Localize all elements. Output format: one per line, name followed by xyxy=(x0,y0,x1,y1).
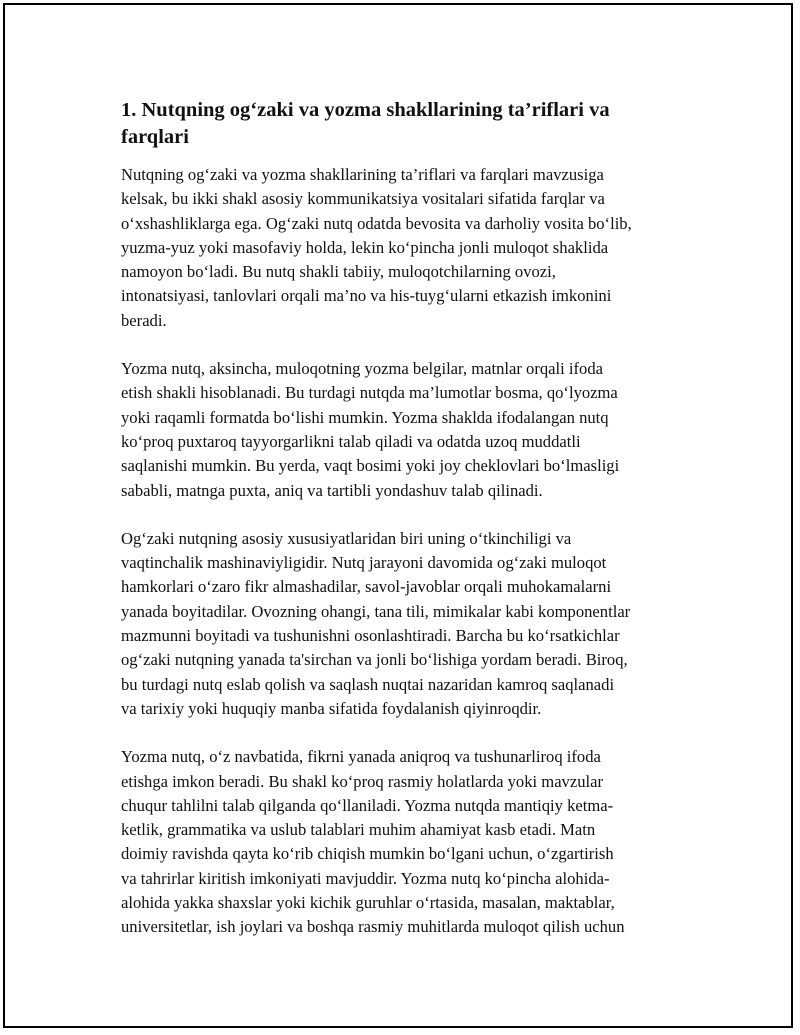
text-line: Yozma nutq, o‘z navbatida, fikrni yanada aniqroq va tushunarliroq ifoda xyxy=(121,747,601,767)
text-line: yanada boyitadilar. Ovozning ohangi, tana tili, mimikalar kabi komponentlar xyxy=(121,601,631,621)
paragraph xyxy=(121,745,681,939)
text-line: mazmunni boyitadi va tushunishni osonlashtiradi. Barcha bu ko‘rsatkichlar xyxy=(121,626,620,646)
text-line: ketlik, grammatika va uslub talablari muhim ahamiyat kasb etadi. Matn xyxy=(121,820,596,840)
text-line: kelsak, bu ikki shakl asosiy kommunikatsiya vositalari sifatida farqlar va xyxy=(121,189,605,209)
text-line: yoki raqamli formatda bo‘lishi mumkin. Yozma shaklda ifodalangan nutq xyxy=(121,407,609,427)
text-line: etish shakli hisoblanadi. Bu turdagi nutqda ma’lumotlar bosma, qo‘lyozma xyxy=(121,383,618,403)
paragraph-list xyxy=(121,163,691,940)
document-page xyxy=(3,3,793,1028)
text-line: va tahrirlar kiritish imkoniyati mavjuddir. Yozma nutq ko‘pincha alohida- xyxy=(121,868,610,888)
text-line: og‘zaki nutqning yanada ta'sirchan va jonli bo‘lishiga yordam beradi. Biroq, xyxy=(121,650,628,670)
text-line: ko‘proq puxtaroq tayyorgarlikni talab qiladi va odatda uzoq muddatli xyxy=(121,431,581,451)
text-line: intonatsiyasi, tanlovlari orqali ma’no va his-tuyg‘ularni etkazish imkonini xyxy=(121,286,612,306)
text-line: hamkorlari o‘zaro fikr almashadilar, savol-javoblar orqali muhokamalarni xyxy=(121,577,612,597)
paragraph xyxy=(121,163,681,333)
text-line: saqlanishi mumkin. Bu yerda, vaqt bosimi yoki joy cheklovlari bo‘lmasligi xyxy=(121,456,620,476)
text-line: sababli, matnga puxta, aniq va tartibli yondashuv talab qilinadi. xyxy=(121,480,543,500)
text-line: vaqtinchalik mashinaviyligidir. Nutq jarayoni davomida og‘zaki muloqot xyxy=(121,553,607,573)
text-line: etishga imkon beradi. Bu shakl ko‘proq rasmiy holatlarda yoki mavzular xyxy=(121,771,604,791)
text-line: universitetlar, ish joylari va boshqa rasmiy muhitlarda muloqot qilish uchun xyxy=(121,917,625,937)
paragraph xyxy=(121,357,681,503)
text-line: doimiy ravishda qayta ko‘rib chiqish mumkin bo‘lgani uchun, o‘zgartirish xyxy=(121,844,614,864)
text-line: namoyon bo‘ladi. Bu nutq shakli tabiiy, muloqotchilarning ovozi, xyxy=(121,262,556,282)
text-line: va tarixiy yoki huquqiy manba sifatida foydalanish qiyinroqdir. xyxy=(121,698,542,718)
text-line: yuzma-yuz yoki masofaviy holda, lekin ko‘pincha jonli muloqot shaklida xyxy=(121,237,609,257)
text-line: beradi. xyxy=(121,310,167,330)
document-body xyxy=(121,97,691,964)
text-line: Yozma nutq, aksincha, muloqotning yozma belgilar, matnlar orqali ifoda xyxy=(121,359,603,379)
text-line: alohida yakka shaxslar yoki kichik guruhlar o‘rtasida, masalan, maktablar, xyxy=(121,893,615,913)
text-line: o‘xshashliklarga ega. Og‘zaki nutq odatda bevosita va darholiy vosita bo‘lib, xyxy=(121,213,632,233)
text-line: bu turdagi nutq eslab qolish va saqlash nuqtai nazaridan kamroq saqlanadi xyxy=(121,674,615,694)
paragraph xyxy=(121,527,681,721)
text-line: chuqur tahlilni talab qilganda qo‘llaniladi. Yozma nutqda mantiqiy ketma- xyxy=(121,795,614,815)
text-line: Og‘zaki nutqning asosiy xususiyatlaridan biri uning o‘tkinchiligi va xyxy=(121,528,572,548)
text-line: Nutqning og‘zaki va yozma shakllarining ta’riflari va farqlari mavzusiga xyxy=(121,165,604,184)
section-heading: 1. Nutqning og‘zaki va yozma shakllarining ta’riflari va farqlari xyxy=(121,99,610,148)
